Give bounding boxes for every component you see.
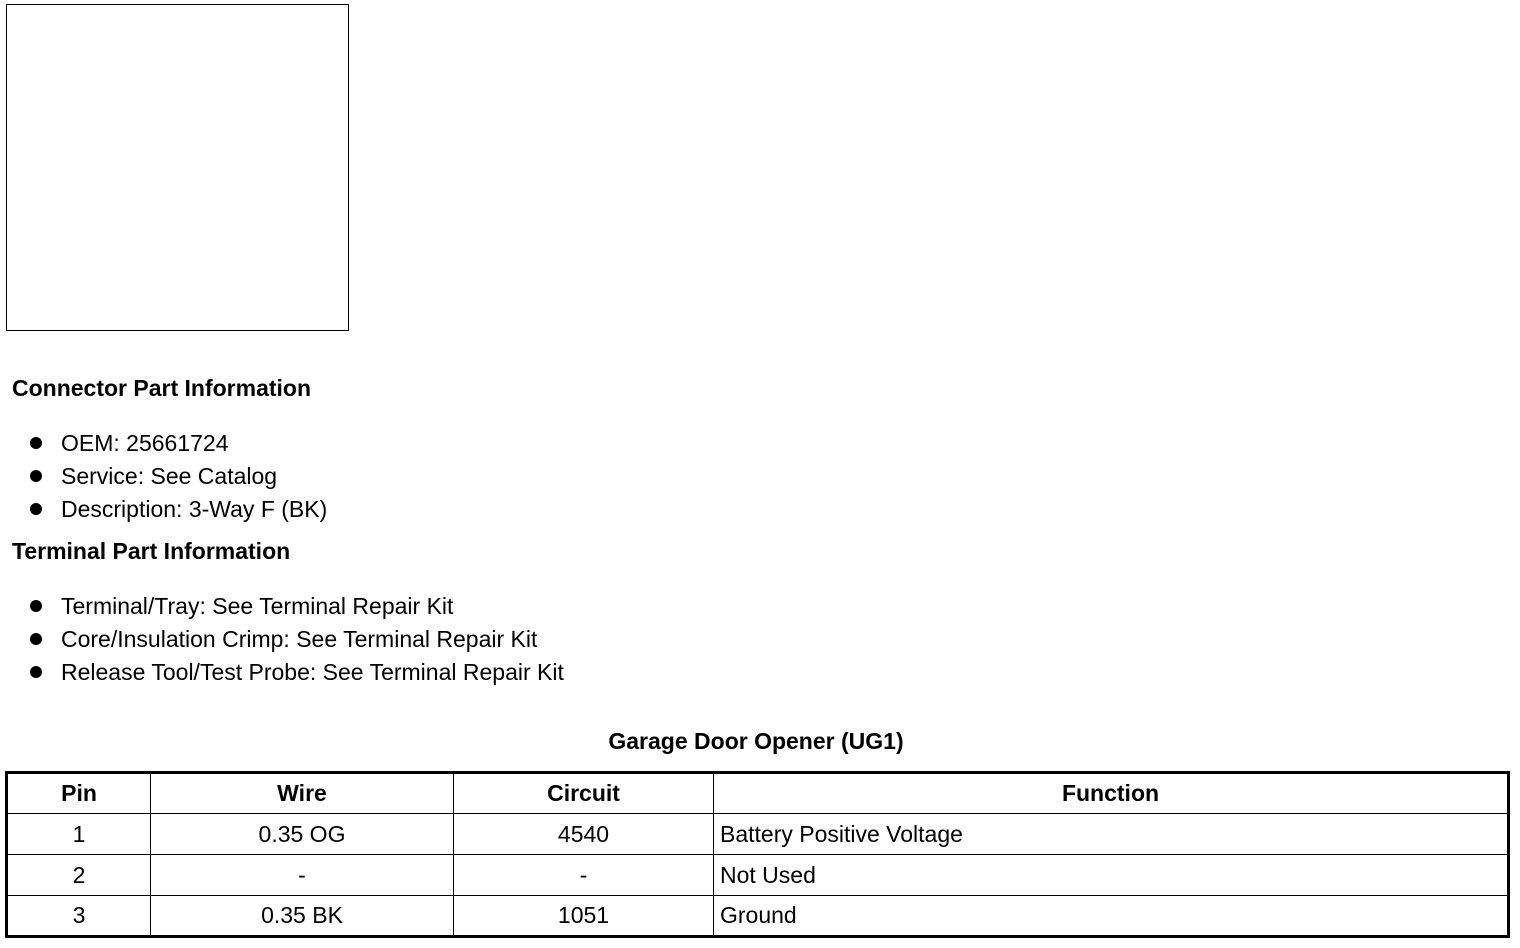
cell-function: Ground bbox=[714, 896, 1509, 937]
connector-part-info-list bbox=[28, 432, 327, 531]
cell-pin: 1 bbox=[7, 814, 151, 855]
table-row bbox=[7, 896, 1509, 937]
list-item: OEM: 25661724 bbox=[28, 432, 327, 465]
table-row bbox=[7, 855, 1509, 896]
column-header-wire: Wire bbox=[151, 773, 454, 814]
cell-circuit: - bbox=[454, 855, 714, 896]
table-row bbox=[7, 814, 1509, 855]
list-item: Description: 3-Way F (BK) bbox=[28, 498, 327, 531]
pin-table bbox=[5, 771, 1510, 938]
column-header-pin: Pin bbox=[7, 773, 151, 814]
list-item: Terminal/Tray: See Terminal Repair Kit bbox=[28, 595, 564, 628]
list-item: Release Tool/Test Probe: See Terminal Repair Kit bbox=[28, 661, 564, 694]
table-header-row bbox=[7, 773, 1509, 814]
connector-part-info-heading: Connector Part Information bbox=[12, 375, 312, 401]
cell-function: Battery Positive Voltage bbox=[714, 814, 1509, 855]
column-header-circuit: Circuit bbox=[454, 773, 714, 814]
connector-image-placeholder bbox=[6, 4, 349, 331]
terminal-part-info-heading: Terminal Part Information bbox=[12, 538, 291, 564]
table-title: Garage Door Opener (UG1) bbox=[608, 728, 904, 754]
list-item: Service: See Catalog bbox=[28, 465, 327, 498]
cell-wire: 0.35 OG bbox=[151, 814, 454, 855]
column-header-function: Function bbox=[714, 773, 1509, 814]
cell-wire: - bbox=[151, 855, 454, 896]
cell-pin: 2 bbox=[7, 855, 151, 896]
cell-function: Not Used bbox=[714, 855, 1509, 896]
cell-circuit: 1051 bbox=[454, 896, 714, 937]
terminal-part-info-list bbox=[28, 595, 564, 694]
cell-circuit: 4540 bbox=[454, 814, 714, 855]
cell-pin: 3 bbox=[7, 896, 151, 937]
cell-wire: 0.35 BK bbox=[151, 896, 454, 937]
list-item: Core/Insulation Crimp: See Terminal Repair Kit bbox=[28, 628, 564, 661]
